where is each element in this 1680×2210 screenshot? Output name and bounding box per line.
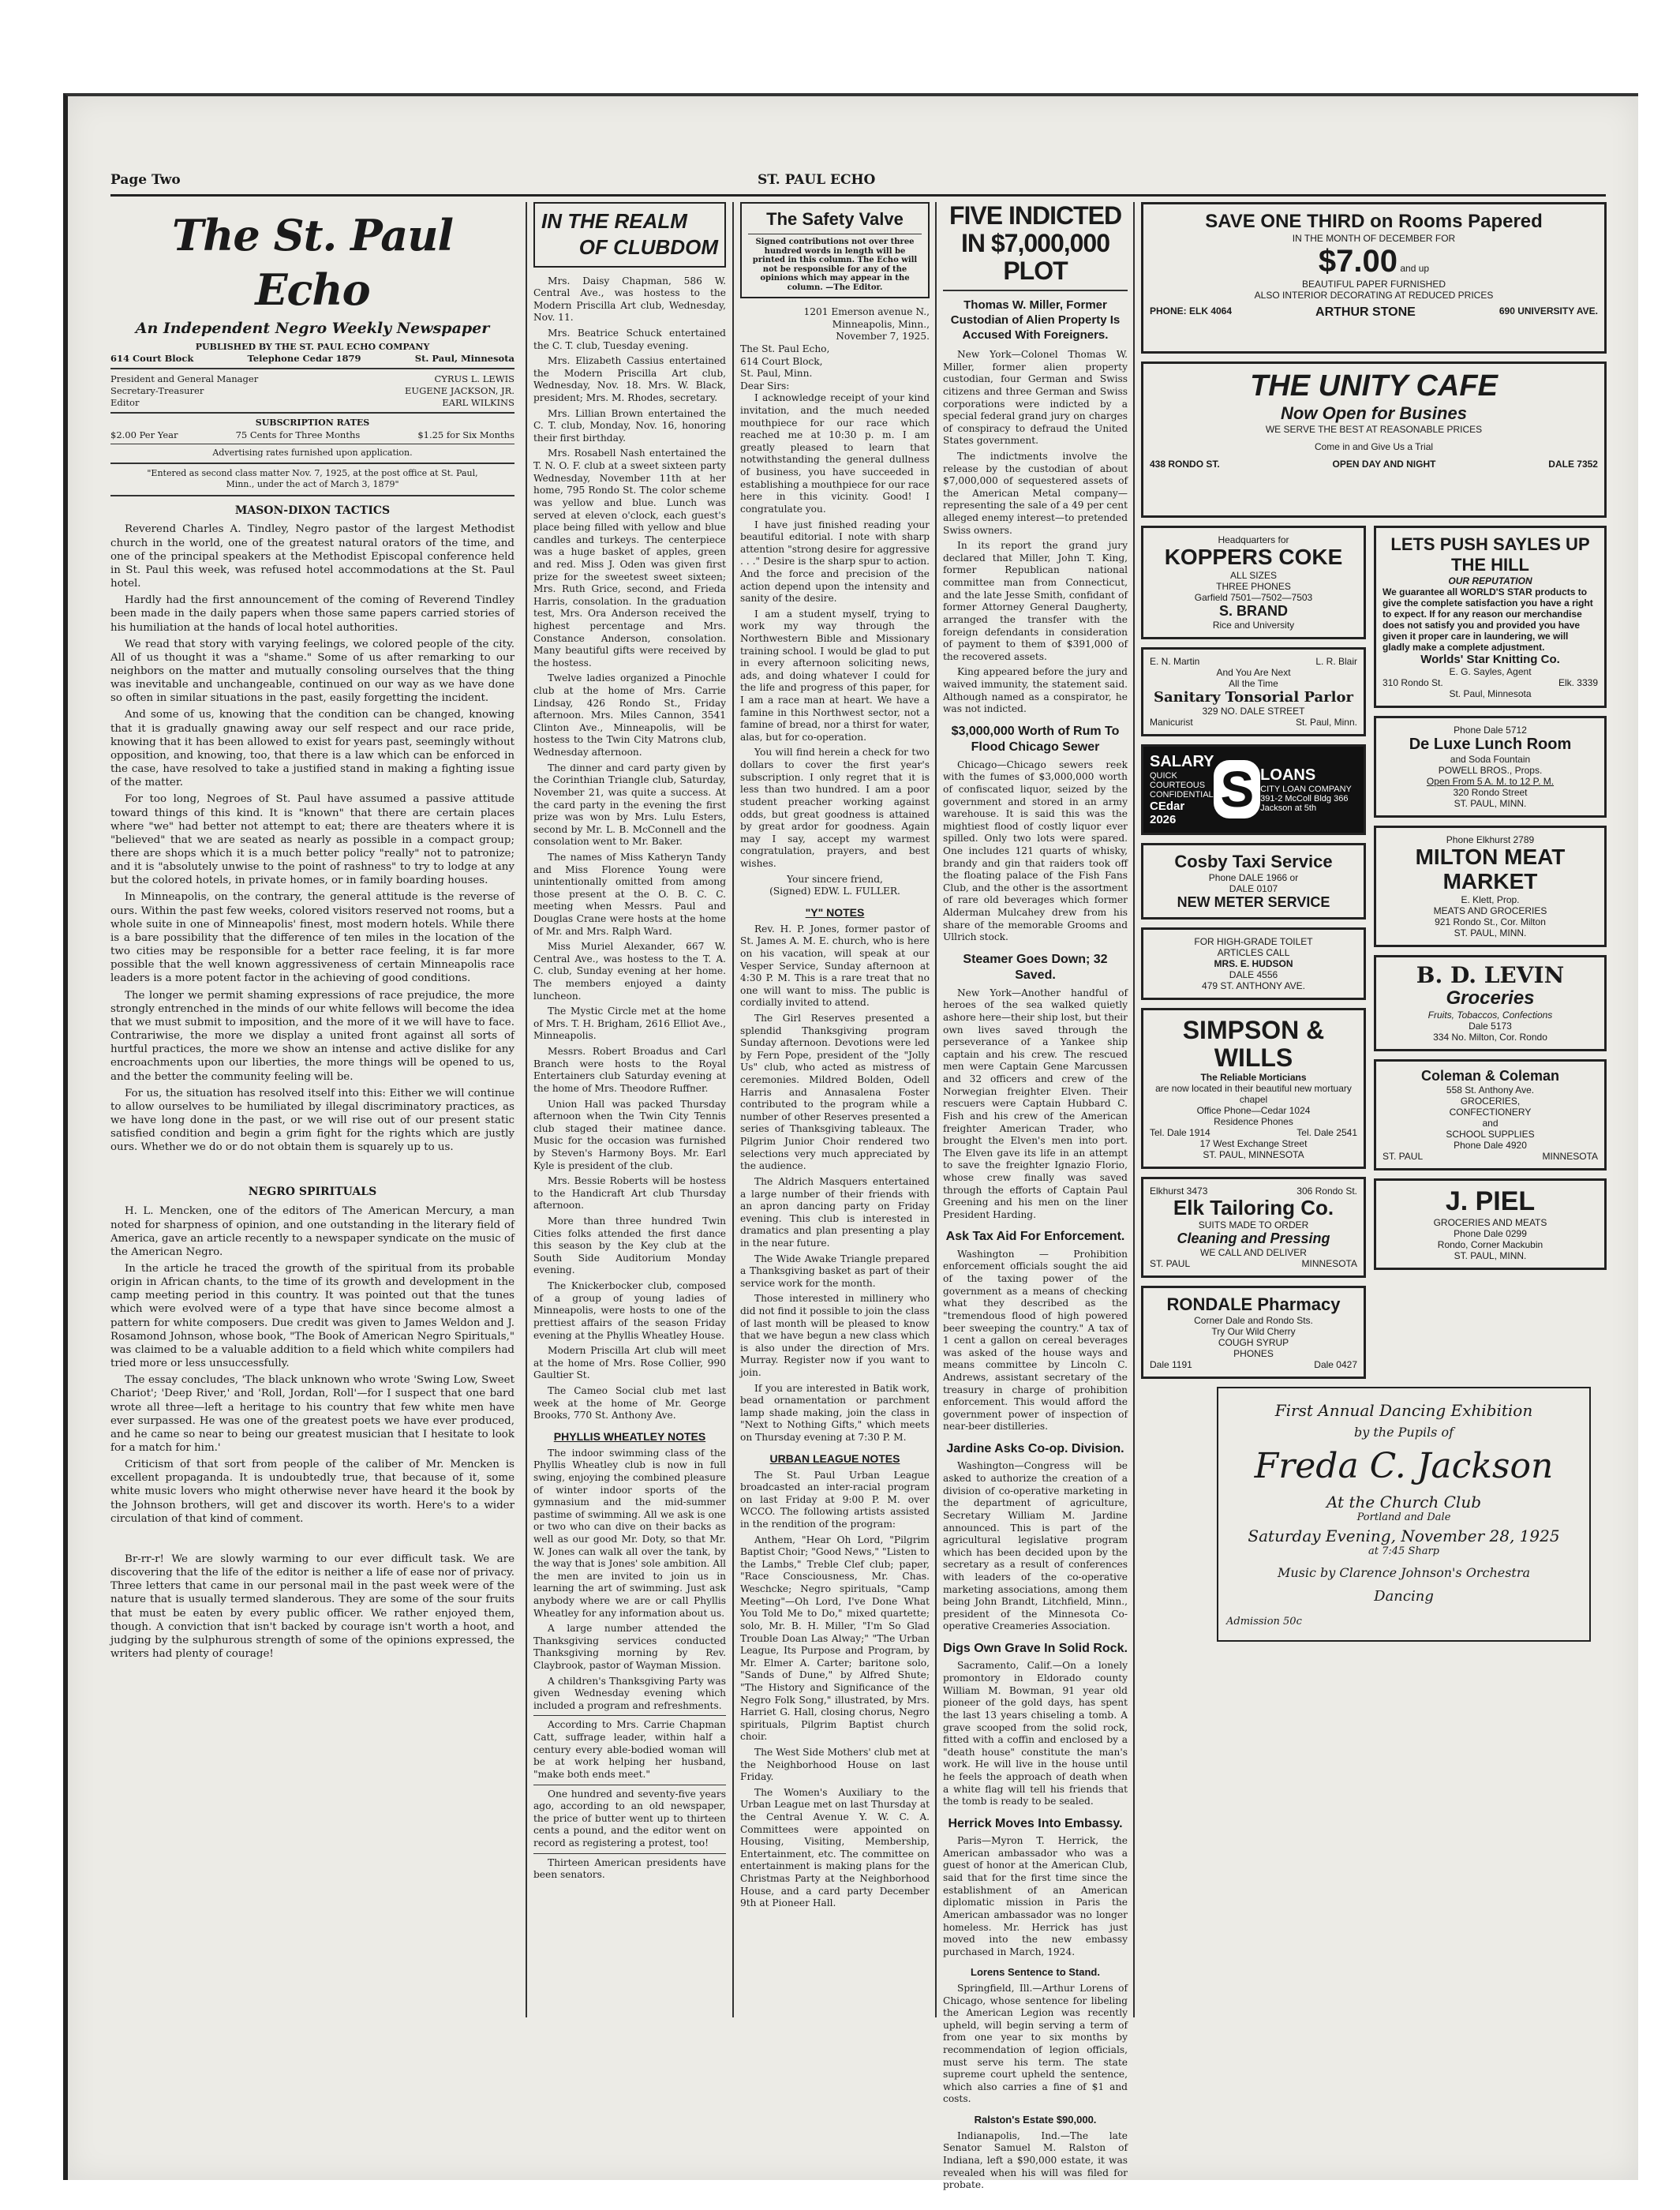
ad-name: Cosby Taxi Service <box>1174 851 1333 871</box>
ad-line: QUICK <box>1150 770 1177 781</box>
sign-off: Your sincere friend, <box>787 873 883 885</box>
paragraph: Those interested in millinery who did not find it possible to join the class of last month will be pleased to know that we have begun a new class which is also under the direction of Mrs. Murray. Register now if you want to join. <box>740 1293 930 1379</box>
salutation-line: 614 Court Block, <box>740 355 823 367</box>
ad-line: WE SERVE THE BEST AT REASONABLE PRICES <box>1265 423 1483 435</box>
ad-phone: DALE 7352 <box>1548 458 1598 470</box>
paragraph: The Knickerbocker club, composed of a group of young ladies of Minneapolis, were hosts to one of the prettiest affairs of the season Friday evening at the Phyllis Wheatley House. <box>533 1280 726 1341</box>
ad-line: CITY LOAN COMPANY <box>1260 784 1352 794</box>
editorial-column <box>110 202 514 2040</box>
main-headline: FIVE INDICTED IN $7,000,000 PLOT <box>949 201 1122 286</box>
paragraph: The indictments involve the release by the custodian of about $7,000,000 of sequestered assets of the American Metal company—representing the sale of a 49 per cent alleged enemy interest—to pretended Swiss owners. <box>943 451 1128 536</box>
ad-line: ALSO INTERIOR DECORATING AT REDUCED PRICES <box>1254 290 1494 301</box>
staff-role: Editor <box>110 396 140 408</box>
ad-line: L. R. Blair <box>1315 655 1357 667</box>
paragraph: The Girl Reserves presented a splendid Thanksgiving program Sunday afternoon. Devotions were led by Fern Pope, president of the "Jolly Us" club, who acted as mistress of ceremonies. Mildred Bolden, Odell Harris and Annasalena Foster contributed to the program while a number of other Reserves presented a series of Thanksgiving tableaux. The Pilgrim Junior Choir rendered two selections very much appreciated by the audience. <box>740 1012 930 1172</box>
paragraph: The Women's Auxiliary to the Urban League met on last Thursday at the Central Avenue Y. W. C. A. Committees were appointed on Housing, Visiting, Membership, Entertainment, etc. The committee on entertainment is making plans for the Christmas Party at the Neighborhood House, and a card party December 9th at Pioneer Hall. <box>740 1786 930 1909</box>
ad-phone: Elkhurst 3473 <box>1150 1186 1208 1197</box>
paragraph: New York—Colonel Thomas W. Miller, former alien property custodian, four German and Swiss citizens and three German and Swiss corporations were indicted by a special federal grand jury on charges of conspiracy to defraud the United States government. <box>943 349 1128 447</box>
ad-line: COUGH SYRUP <box>1218 1336 1289 1348</box>
ad-line: POWELL BROS., Props. <box>1438 765 1543 776</box>
ad-line: Headquarters for <box>1218 534 1289 545</box>
ad-deluxe-lunch <box>1374 716 1607 818</box>
ad-name: Elk Tailoring Co. <box>1173 1196 1334 1220</box>
rates-title: SUBSCRIPTION RATES <box>255 418 370 429</box>
ad-name: MRS. E. HUDSON <box>1214 957 1293 969</box>
paragraph: The indoor swimming class of the Phyllis Wheatley club is now in full swing, enjoying the combined pleasure of winter indoor sports of the gymnasium and the mid-summer pastime of swimming. All we ask is one or two who can dive on their backs as well as our good Mr. Doty, so that Mr. W. Jones can walk all over the tank, by the way that is Jones' sole ambition. All the men are invited to join us in learning the art of swimming. Just ask anybody where we are or call Phyllis Wheatley for any information about us. <box>533 1447 726 1619</box>
ad-line: Cleaning and Pressing <box>1177 1230 1330 1246</box>
address-line: Minneapolis, Minn., <box>832 318 930 330</box>
paragraph: Modern Priscilla Art club will meet at the home of Mrs. Rose Collier, 990 Gaultier St. <box>533 1345 726 1381</box>
salutation-line: The St. Paul Echo, <box>740 343 830 354</box>
advertising-note: Advertising rates furnished upon application. <box>212 448 413 459</box>
ad-hudson <box>1141 927 1366 1000</box>
paragraph: Washington — Prohibition enforcement officials sought the aid of the taxing power of the government as a means of checking what they described as the "tremendous flood of high powered beer sweeping the country." A tax of 1 cent a gallon on cereal beverages was asked of the house ways and means committee by Lincoln C. Andrews, assistant secretary of the treasury in charge of prohibition enforcement. This would afford the government power of inspection of near-beer distilleries. <box>943 1248 1128 1433</box>
ad-phone: Elk. 3339 <box>1558 677 1598 688</box>
ad-name: SIMPSON & WILLS <box>1182 1015 1325 1072</box>
paragraph: Chicago—Chicago sewers reek with the fumes of $3,000,000 worth of confiscated liquor, seized by the government and stored in an army warehouse. It is said this was the mightiest flood of costly liquor ever spilled. Only two lots were spared. One includes 121 quarts of whisky, brandy and gin that raiders took off the floating palace of the Fish Fans Club, and the other is the assortment of rare old beverages which former Alderman Mulcahey drew from his share of the memorable Grooms and Ullrich stock. <box>943 759 1128 943</box>
ad-phone: Office Phone—Cedar 1024 <box>1196 1105 1311 1117</box>
ad-line: And You Are Next <box>1216 666 1291 678</box>
address-line: November 7, 1925. <box>836 331 930 343</box>
ad-line: ST. PAUL <box>1150 1257 1191 1269</box>
paragraph: I have just finished reading your beautiful editorial. I note with sharp attention "strong desire for aggressive . . ." Desire is the sharp spur to action. And the force and precision of the action depend upon the intensity and sanity of the desire. <box>740 519 930 605</box>
letter-address <box>740 306 930 343</box>
ad-coleman <box>1374 1059 1607 1171</box>
paragraph: Springfield, Ill.—Arthur Lorens of Chicago, whose sentence for libeling the American Legion was recently upheld, will begin serving a term of from one year to six months by recommendation of legion officials, must serve his term. The state supreme court upheld the sentence, which also carries a fine of $1 and costs. <box>943 1982 1128 2105</box>
ad-line: GROCERIES, <box>1460 1096 1521 1107</box>
paragraph: The names of Miss Katheryn Tandy and Miss Florence Young were unintentionally omitted from among those present at the O. B. C. C. meeting when Messrs. Paul and Douglas Crane were hosts at the home of Mr. and Mrs. Ralph Ward. <box>533 851 726 937</box>
paragraph: H. L. Mencken, one of the editors of The American Mercury, a man noted for sharpness of opinion, and one outstanding in the literary field of America, gave an article recently to a newspaper syndicate on the music of the American Negro. <box>110 1205 514 1258</box>
ad-line: All the Time <box>1229 677 1278 689</box>
paragraph: Washington—Congress will be asked to authorize the creation of a division of co-operative marketing in the department of agriculture, Secretary William M. Jardine announced. This is part of the agricultural legislative program which has been decided upon by the secretary as a result of conferences with leaders of the co-operative marketing associations, among them being John Brandt, Litchfield, Minn., president of the Minnesota Co-operative Creameries Association. <box>943 1460 1128 1632</box>
ad-name: J. PIEL <box>1445 1186 1536 1217</box>
nameplate-subtitle: An Independent Negro Weekly Newspaper <box>135 320 490 338</box>
column-rule <box>1133 202 1135 2017</box>
paragraph: For too long, Negroes of St. Paul have assumed a passive attitude toward things of this kind. It is "known" that there are certain places where "we" had better not attempt to eat; there are theaters where it is "believed" that we are seated as nearly as possible in a compact group; there are shops which it is a much better policy "really" not to patronize; and it is "absolutely unwise to the point of rashness" to try to lodge at any but the colored hotels, in private homes, or in family boarding houses. <box>110 793 514 887</box>
ad-address: 479 ST. ANTHONY AVE. <box>1202 980 1305 991</box>
ad-phone: Phone Dale 4920 <box>1454 1140 1527 1152</box>
news-item-head: Ask Tax Aid For Enforcement. <box>945 1230 1125 1244</box>
ad-line: SALARY <box>1150 752 1214 770</box>
paragraph: Indianapolis, Ind.—The late Senator Samuel M. Ralston of Indiana, left a $90,000 estate, it was revealed when his will was filed for probate. <box>943 2129 1128 2191</box>
rate-year: $2.00 Per Year <box>110 429 178 440</box>
ad-address: 921 Rondo St., Cor. Milton <box>1435 916 1546 927</box>
safety-valve-column <box>740 202 930 2040</box>
staff-role: President and General Manager <box>110 373 259 385</box>
ad-line: ST. PAUL, MINNESOTA <box>1203 1149 1304 1161</box>
paragraph: If you are interested in Batik work, bead ornamentation or parchment lamp shade making, join the class in "Next to Nothing Gifts," which meets on Thursday evening at 7:30 P. M. <box>740 1382 930 1444</box>
news-item-head: Lorens Sentence to Stand. <box>971 1966 1100 1979</box>
paragraph: In the article he traced the growth of the spiritual from its probable origin in African chants, to the time of its growth and development in the camp meeting period in this country. It was pointed out that the tunes which were evolved were of a type that have since become almost a pattern for white composers. Due credit was given to James Weldon and J. Rosamond Johnson, whose book, "The Book of American Negro Spirituals," was claimed to be a valuable addition to a field which white compilers had tried more or less unsuccessfully. <box>110 1262 514 1370</box>
ad-line: At the Church Club <box>1326 1492 1482 1511</box>
ad-phone: Dale 1191 <box>1150 1358 1192 1370</box>
divider <box>110 495 514 496</box>
ad-name: Freda C. Jackson <box>1254 1445 1554 1486</box>
paragraph: Criticism of that sort from people of the caliber of Mr. Mencken is excellent propaganda. It is undoubtedly true, that because of it, some white music lovers who might otherwise never have heard it the book by the Johnson brothers, will get and discover its worth. Here's to a wider circulation of that kind of comment. <box>110 1459 514 1525</box>
entered-note: "Entered as second class matter Nov. 7, 1925, at the post office at St. Paul, Minn., under the act of March 3, 1879" <box>147 468 478 490</box>
ad-phone: Tel. Dale 1914 <box>1150 1127 1210 1139</box>
page-label: Page Two <box>110 172 181 188</box>
ad-line: ST. PAUL <box>1383 1151 1424 1163</box>
staff-row <box>110 385 514 397</box>
paragraph: Messrs. Robert Broadus and Carl Branch were hosts to the Royal Entertainers club Saturday evening at the home of Mrs. Theodore Ruffner. <box>533 1046 726 1094</box>
paragraph: The Mystic Circle met at the home of Mrs. T. H. Brigham, 2616 Elliot Ave., Minneapolis. <box>533 1006 726 1042</box>
ad-arthur-stone <box>1141 202 1607 354</box>
staff-name: EARL WILKINS <box>442 396 514 408</box>
ad-unity-cafe <box>1141 361 1607 518</box>
ad-line: OUR REPUTATION <box>1448 575 1532 586</box>
news-column <box>943 201 1128 2191</box>
news-item-head: Jardine Asks Co-op. Division. <box>946 1442 1124 1455</box>
paragraph: Twelve ladies organized a Pinochle club at the home of Mrs. Carrie Lindsay, 426 Rondo St., Friday afternoon. Mrs. Miles Cannon, 3541 Clinton Ave., Minneapolis, will be hostess to the Twin City Matrons club, Wednesday afternoon. <box>533 672 726 759</box>
ad-line: by the Pupils of <box>1353 1424 1454 1440</box>
ad-sayles <box>1374 526 1607 708</box>
ad-phone: CEdar 2026 <box>1150 799 1185 826</box>
ad-address: 558 St. Anthony Ave. <box>1446 1084 1535 1096</box>
ad-name: Coleman & Coleman <box>1420 1068 1560 1084</box>
editorial-title: NEGRO SPIRITUALS <box>248 1186 377 1199</box>
ad-line: FOR HIGH-GRADE TOILET <box>1194 935 1313 947</box>
ad-line: and up <box>1400 263 1430 274</box>
ad-address: Portland and Dale <box>1356 1511 1451 1523</box>
paragraph: The St. Paul Urban League broadcasted an inter-racial program on last Friday at 9:00 P. M. over WCCO. The following artists assisted in the rendition of the program: <box>740 1469 930 1530</box>
ad-address: 391-2 McColl Bldg 366 Jackson at 5th <box>1260 793 1349 813</box>
paragraph: I acknowledge receipt of your kind invitation, and the much needed mouthpiece for our race which reached me at 10:30 p. m. I am greatly pleased to learn that notwithstanding the general dullness of business, you have succeeded in establishing a mouthpiece for our race here in this vicinity. Good! I congratulate you. <box>740 392 930 515</box>
paragraph: Sacramento, Calif.—On a lonely promontory in Eldorado county William M. Bowman, 91 year old pioneer of the gold days, has spent the last 13 years chiseling a tomb. A grave scooped from the solid rock, fitted with a coffin and enclosed by a "death house" constitute the man's work. He will live in the house until he feels the approach of death when a white flag will tell his friends that the tomb is ready to be sealed. <box>943 1660 1128 1807</box>
paragraph: Mrs. Elizabeth Cassius entertained the Modern Priscilla Art club, Wednesday, Nov. 18. Mrs. W. Black, president; Mrs. M. Rhodes, secretary. <box>533 355 726 404</box>
safety-valve-header <box>740 202 930 298</box>
ad-line: and <box>1482 1118 1499 1129</box>
ad-line: The Reliable Morticians <box>1200 1072 1307 1084</box>
ad-milton-meat <box>1374 826 1607 947</box>
divider <box>110 463 514 464</box>
paragraph: Paris—Myron T. Herrick, the American ambassador who was a guest of honor at the American Club, said that for the first time since the establishment of an American diplomatic mission in Paris the American ambassador was no longer homeless. Mr. Herrick has just moved into the new embassy purchased in March, 1924. <box>943 1835 1128 1957</box>
ad-line: BEAUTIFUL PAPER FURNISHED <box>1301 279 1446 290</box>
header-rule <box>110 194 1606 197</box>
ad-line: CONFIDENTIAL <box>1150 789 1214 800</box>
ad-address: 690 UNIVERSITY AVE. <box>1499 305 1598 317</box>
paragraph: And some of us, knowing that the condition can be changed, knowing that it is gradually gnawing away our self respect and our race pride, knowing that it has been allowed to exist for years past, seemingly without opposition, and knowing, too, that there is a law which can be enforced in the case, have resolved to take a justified stand in making a fighting issue of the matter. <box>110 709 514 789</box>
paragraph: Anthem, "Hear Oh Lord, "Pilgrim Baptist Choir; "Good News," "Listen to the Lambs," Treble Clef club; paper, "Race Consciousness, Mr. Chas. Weschcke; Negro spirituals, "Camp Meeting"—Oh Lord, I've Done What You Told Me to Do," mixed quartette; solo, Mr. B. H. Miller, "I'm So Glad Trouble Doan Las Alway;" "The Urban League, Its Purpose and Program, by Mr. Elmer A. Carter; baritone solo, "Sands of Dune," by Alfred Shute; "The History and Significance of the Negro Folk Song," illustrated, by Mrs. Harriet G. Hall, closing chorus, Negro spirituals, Pilgrim Baptist church choir. <box>740 1534 930 1743</box>
paragraph: You will find herein a check for two dollars to cover the first year's subscription. I only regret that it is less than two hundred. I am a poor student preacher working against odds, but great goodness is attained by great ardor for goodness. Again may I say, accept my warmest congratulation, prayers, and best wishes. <box>740 747 930 869</box>
section-title: URBAN LEAGUE NOTES <box>769 1451 900 1465</box>
paragraph: Mrs. Lillian Brown entertained the C. T. club, Monday, Nov. 16, honoring their first birthday. <box>533 407 726 444</box>
ad-name: S. BRAND <box>1218 602 1288 619</box>
ad-phone: Phone Dale 0299 <box>1454 1227 1527 1239</box>
staff-name: EUGENE JACKSON, JR. <box>405 385 514 397</box>
ad-line: Saturday Evening, November 28, 1925 <box>1248 1526 1560 1545</box>
ad-name: Worlds' Star Knitting Co. <box>1420 653 1560 666</box>
paragraph: Mrs. Daisy Chapman, 586 W. Central Ave., was hostess to the Modern Priscilla Art club, Wednesday, Nov. 11. <box>533 275 726 324</box>
section-title: "Y" NOTES <box>805 905 865 919</box>
ad-name: MILTON MEAT MARKET <box>1415 845 1566 893</box>
ads-left-column <box>1141 526 1366 1387</box>
ad-line: Try Our Wild Cherry <box>1211 1325 1296 1337</box>
ad-line: ALL SIZES <box>1230 569 1277 581</box>
address-line: 1201 Emerson avenue N., <box>803 306 930 318</box>
ad-line: MINNESOTA <box>1542 1151 1598 1163</box>
staff-name: CYRUS L. LEWIS <box>434 373 514 385</box>
ad-line: Dancing <box>1374 1587 1434 1605</box>
paragraph: The dinner and card party given by the Corinthian Triangle club, Saturday, November 21, was quite a success. At the card party in the evening the first prize was won by Mrs. Lulu Esters, second by Mr. L. B. McConnell and the consolation went to Mr. Baker. <box>533 762 726 848</box>
ad-address: 329 NO. DALE STREET <box>1202 705 1305 717</box>
nameplate: The St. Paul Echo <box>171 210 454 316</box>
ad-line: E. G. Sayles, Agent <box>1449 666 1532 677</box>
ads-right-column <box>1374 526 1607 1387</box>
ad-price: $7.00 <box>1318 244 1398 279</box>
news-item-head: $3,000,000 Worth of Rum To Flood Chicago Sewer <box>951 724 1120 755</box>
ad-phone: DALE 4556 <box>1229 968 1278 980</box>
ad-line: Come in and Give Us a Trial <box>1314 440 1434 452</box>
ad-line: Manicurist <box>1150 716 1193 728</box>
ad-line: at 7:45 Sharp <box>1368 1545 1439 1557</box>
ad-phone: Phone Elkhurst 2789 <box>1446 834 1535 845</box>
ad-phone: Dale 0427 <box>1314 1358 1357 1370</box>
ad-rondale-pharmacy <box>1141 1286 1366 1379</box>
ad-address: 306 Rondo St. <box>1296 1186 1357 1197</box>
ad-address: 17 West Exchange Street <box>1199 1138 1308 1150</box>
ad-line: and Soda Fountain <box>1450 754 1531 765</box>
ad-line: are now located in their beautiful new mortuary chapel <box>1155 1083 1352 1106</box>
headline-deck: Thomas W. Miller, Former Custodian of Alien Property Is Accused With Foreigners. <box>950 298 1121 342</box>
ad-line: ST. PAUL, MINN. <box>1454 798 1527 809</box>
ad-cosby-taxi <box>1141 843 1366 920</box>
ad-name: LETS PUSH SAYLES UP THE HILL <box>1390 534 1590 575</box>
paragraph: One hundred and seventy-five years ago, according to an old newspaper, the price of butter went up to thirteen cents a pound, and the editor went on record as registering a protest, too! <box>533 1788 726 1849</box>
ad-phone: Garfield 7501—7502—7503 <box>1194 591 1313 603</box>
paragraph: The longer we permit shaming expressions of race prejudice, the more strongly entrenched in the minds of our white fellows will become the idea that we must submit to imposition, and the more of it we will have to face. Contrariwise, the more we display a united front against all sorts of hurtful practices, the more we show an intense and active dislike for any encroachments upon our liberties, the more things will be opened to us, and the better the community feeling will be. <box>110 989 514 1083</box>
ad-line: THREE PHONES <box>1216 580 1291 592</box>
ad-line: Fruits, Tobaccos, Confections <box>1427 1009 1553 1021</box>
paragraph: Reverend Charles A. Tindley, Negro pastor of the largest Methodist church in the world, one of the greatest natural orators of the time, and one of the principal speakers at the Methodist Episcopal conference held in St. Paul this week, was refused hotel accommodations at the St. Paul hotel. <box>110 523 514 590</box>
ad-line: OPEN DAY AND NIGHT <box>1332 458 1436 470</box>
ad-line: CONFECTIONERY <box>1449 1107 1532 1118</box>
staff-role: Secretary-Treasurer <box>110 385 204 397</box>
ad-line: MINNESOTA <box>1301 1257 1357 1269</box>
ad-address: 310 Rondo St. <box>1383 677 1443 688</box>
salutation-line: St. Paul, Minn. <box>740 368 813 380</box>
rates-row <box>110 429 514 441</box>
paragraph: For us, the situation has resolved itself into this: Either we will continue to allow ourselves to be humiliated by illegal discriminatory practices, as we have long done in the past, or we will rise out of our present static satisfied condition and begin a grim fight for the rights which are justly ours. Whether we do or do not obtain them is squarely up to us. <box>110 1087 514 1154</box>
ad-address: Rondo, Corner Mackubin <box>1437 1238 1543 1250</box>
ad-line: LOANS <box>1260 766 1316 784</box>
paragraph: New York—Another handful of heroes of the sea walked quietly ashore here—their ship lost, but their own lives saved through the perseverance of a Yankee ship captain and his crew. The rescued men were Captain Gene Marcussen and 32 officers and crew of the Norwegian freighter Elven. Their rescuers were Captain Hubbard C. Fish and his crew of the American freighter American Trader, who brought the Elven's men into port. The Elven gave its life in an attempt to save the freighter Ignazio Florio, whose crew finally was saved through the efforts of Captain Paul Greening and his men on the liner President Harding. <box>943 987 1128 1220</box>
paragraph: The essay concludes, 'The black unknown who wrote 'Swing Low, Sweet Chariot'; 'Deep River,' and 'Roll, Jordan, Roll'—for I suspect that one bard wrote all three—left a heritage to his country that few white men have ever surpassed. He was one of the greatest poets we have ever produced, and he came so near to being our greatest musician that I hesitate to look for a match for him.' <box>110 1374 514 1455</box>
ad-address: 320 Rondo Street <box>1453 787 1528 798</box>
ad-line: NEW METER SERVICE <box>1177 893 1330 910</box>
ad-phone: Tel. Dale 2541 <box>1296 1127 1357 1139</box>
ad-name: THE UNITY CAFE <box>1250 369 1498 403</box>
paragraph: Union Hall was packed Thursday afternoon when the Twin City Tennis club staged their matinee dance. Music for the occasion was furnished by Steven's Harmony Boys. Mr. Earl Kyle is president of the club. <box>533 1098 726 1171</box>
ad-phone: Dale 5173 <box>1469 1021 1512 1032</box>
ad-name: KOPPERS COKE <box>1164 545 1343 569</box>
ad-phone: Phone Dale 5712 <box>1454 725 1527 736</box>
column-rule <box>526 202 527 2017</box>
ad-line: PHONES <box>1233 1347 1274 1359</box>
paragraph: We read that story with varying feelings, we colored people of the city. All of us thought it was a "shame." Some of us after remarking to our neighbors on the matter and mutually consoling ourselves that the thing was inevitable and unchangeable, continued on our way as we have done so often in similar situations in the past, easily forgetting the incident. <box>110 638 514 705</box>
ad-salary-loans <box>1141 744 1366 835</box>
clubdom-title-2: OF CLUBDOM <box>578 235 718 260</box>
ad-phone: Phone DALE 1966 or <box>1208 871 1299 883</box>
news-item-head: Steamer Goes Down; 32 Saved. <box>963 952 1108 983</box>
ad-line: Admission 50c <box>1226 1615 1302 1628</box>
ad-line: SUITS MADE TO ORDER <box>1198 1219 1309 1230</box>
paragraph: Miss Muriel Alexander, 667 W. Central Ave., was hostess to the T. A. C. club, Sunday evening at her home. The members enjoyed a dainty luncheon. <box>533 941 726 1002</box>
address-left: 614 Court Block <box>110 352 194 364</box>
paragraph: More than three hundred Twin Cities folks attended the first dance this season by the Key club at the South Side Auditorium Monday evening. <box>533 1216 726 1276</box>
signature: (Signed) EDW. L. FULLER. <box>769 886 900 897</box>
ad-line: COURTEOUS <box>1150 780 1206 790</box>
paragraph: Mrs. Bessie Roberts will be hostess to the Handicraft Art club Thursday afternoon. <box>533 1175 726 1212</box>
ad-koppers <box>1141 526 1366 639</box>
paragraph: The Wide Awake Triangle prepared a Thanksgiving basket as part of their service work for the month. <box>740 1253 930 1289</box>
ad-line: We guarantee all WORLD'S STAR products to give the complete satisfaction you have a right to expect. If for any reason our merchandise does not satisfy you and provided you have given it proper care in laundering, we will gladly make a complete adjustment. <box>1383 586 1593 653</box>
ad-line: ARTICLES CALL <box>1217 946 1290 958</box>
ad-line: Now Open for Busines <box>1281 403 1467 423</box>
paragraph: In Minneapolis, on the contrary, the general attitude is the reverse of ours. Within the past few weeks, colored visitors reserved not rooms, but a whole suite in one of Minneapolis' finest, most modern hotels. While there is a bare possibility that the difference of ten miles in the location of the two cities may be responsible for a better race feeling, it is far more possible that the well known aggressiveness of certain Minneapolis race leaders is a more potent factor in the achieving of good conditions. <box>110 891 514 985</box>
paragraph: Mrs. Beatrice Schuck entertained the C. T. club, Tuesday evening. <box>533 327 726 351</box>
paragraph: A children's Thanksgiving Party was given Wednesday evening which included a program and refreshments. <box>533 1675 726 1711</box>
paragraph: Mrs. Rosabell Nash entertained the T. N. O. F. club at a sweet sixteen party Wednesday, November 11th at her home, 795 Rondo St. The color scheme was yellow and blue. Lunch was served at eleven o'clock, each guest's place being filled with yellow and blue candles and turkeys. The centerpiece was a huge basket of apples, green and red. Miss J. Oden was given first prize for the sweetest sweet sixteen; Mrs. Ruth Grice, second, and Frieda Harris, consolation. In the graduation test, Mrs. Ora Anderson received the highest percentage and Mrs. Constance Anderson, consolation. Many beautiful gifts were received by the hostess. <box>533 448 726 669</box>
ad-line: ST. PAUL, MINN. <box>1454 1249 1527 1261</box>
paragraph: According to Mrs. Carrie Chapman Catt, suffrage leader, within half a century every able-bodied woman will be at work helping her husband, "make both ends meet." <box>533 1719 726 1780</box>
ad-line: SAVE ONE THIRD on Rooms Papered <box>1205 211 1543 232</box>
ad-line: WE CALL AND DELIVER <box>1200 1246 1307 1258</box>
ad-address: 334 No. Milton, Cor. Rondo <box>1433 1032 1547 1043</box>
staff-row <box>110 373 514 385</box>
ads-area <box>1141 202 1607 1642</box>
ad-line: Music by Clarence Johnson's Orchestra <box>1277 1564 1531 1580</box>
paragraph: The Cameo Social club met last week at the home of Mr. George Brooks, 770 St. Anthony Ave. <box>533 1384 726 1422</box>
ad-levin <box>1374 955 1607 1052</box>
ad-piel <box>1374 1178 1607 1269</box>
ad-line: Open From 5 A. M. to 12 P. M. <box>1426 776 1555 787</box>
salutation-line: Dear Sirs: <box>740 380 790 391</box>
ad-barber <box>1141 647 1366 736</box>
ad-name: Sanitary Tonsorial Parlor <box>1154 688 1353 706</box>
ad-phone: DALE 0107 <box>1229 882 1278 894</box>
news-item-head: Ralston's Estate $90,000. <box>974 2114 1097 2126</box>
ad-line: St. Paul, Minnesota <box>1449 688 1532 699</box>
paragraph: A large number attended the Thanksgiving services conducted Thanksgiving morning by Rev. Claybrook, pastor of Wayman Mission. <box>533 1623 726 1672</box>
ad-line: E. Klett, Prop. <box>1461 893 1520 905</box>
paragraph: Br-rr-r! We are slowly warming to our ever difficult task. We are discovering that the life of the editor is neither a life of ease nor of privacy. Three letters that came in our personal mail in the past week were of the nature that is usually termed slanderous. They are some of the sour fruits that must be eaten by every public officer. We rather enjoyed them, though. A conviction that isn't backed by courage isn't worth a hoot, and judging by the sulphurous strength of some of the opinions expressed, the writers had plenty of courage! <box>110 1553 514 1661</box>
paragraph: King appeared before the jury and waived immunity, the statement said. Although named as a conspirator, he was not indicted. <box>943 666 1128 715</box>
ad-elk-tailoring <box>1141 1177 1366 1278</box>
ad-simpson-wills <box>1141 1008 1366 1169</box>
safety-valve-title: The Safety Valve <box>766 209 904 229</box>
staff-row <box>110 397 514 409</box>
address-row <box>110 353 514 365</box>
column-rule <box>732 202 734 2017</box>
news-item-head: Herrick Moves Into Embassy. <box>948 1816 1123 1830</box>
clubdom-column <box>533 202 726 2040</box>
ad-line: E. N. Martin <box>1150 655 1200 667</box>
ad-line: GROCERIES AND MEATS <box>1433 1216 1547 1228</box>
news-item-head: Digs Own Grave In Solid Rock. <box>943 1642 1128 1655</box>
column-rule <box>935 202 937 2017</box>
ad-dancing-exhibition <box>1217 1387 1591 1642</box>
ad-address: 438 RONDO ST. <box>1150 458 1220 470</box>
ad-line: First Annual Dancing Exhibition <box>1274 1400 1533 1420</box>
ad-name: RONDALE Pharmacy <box>1166 1294 1341 1314</box>
running-head: ST. PAUL ECHO <box>758 172 876 188</box>
paragraph: The Aldrich Masquers entertained a large number of their friends with an apron dancing party on Friday evening. This club is interested in dramatics and plan presenting a play in the near future. <box>740 1175 930 1249</box>
paragraph: Rev. H. P. Jones, former pastor of St. James A. M. E. church, who is here on his vacation, will speak at our Vesper Service, Sunday afternoon at 4:30 P. M. This is a rare treat that no one will want to miss. The public is cordially invited to attend. <box>740 923 930 1009</box>
safety-valve-notice: Signed contributions not over three hundred words in length will be printed in this column. The Echo will not be responsible for any of the opinions which may appear in the column. —The Editor. <box>752 238 918 292</box>
publisher-line: PUBLISHED BY THE ST. PAUL ECHO COMPANY <box>195 341 430 352</box>
ad-line: SCHOOL SUPPLIES <box>1446 1129 1535 1141</box>
paragraph: In its report the grand jury declared that Miller, John T. King, former Republican national committee man from Connecticut, and the late Jesse Smith, confidant of former Attorney General Daugherty, arranged the transfer with the foreign defendants in consideration of payment to them of $391,000 of the recovered assets. <box>943 540 1128 662</box>
paragraph: Hardly had the first announcement of the coming of Reverend Tindley been made in the daily papers when those same papers carried stories of his humiliation at the hands of local hotel authorities. <box>110 594 514 634</box>
address-right: St. Paul, Minnesota <box>414 352 514 364</box>
ad-address: Rice and University <box>1212 619 1295 631</box>
rate-six: $1.25 for Six Months <box>417 429 514 440</box>
loans-logo: S <box>1214 760 1260 818</box>
ad-line: MEATS AND GROCERIES <box>1433 905 1547 916</box>
ad-name: De Luxe Lunch Room <box>1409 736 1572 753</box>
section-title: PHYLLIS WHEATLEY NOTES <box>553 1429 706 1443</box>
address-mid: Telephone Cedar 1879 <box>247 352 361 364</box>
rate-three: 75 Cents for Three Months <box>235 429 361 440</box>
editorial-title: MASON-DIXON TACTICS <box>234 504 391 517</box>
divider <box>110 412 514 414</box>
ad-name: ARTHUR STONE <box>1315 305 1416 319</box>
ad-name: B. D. LEVIN <box>1416 961 1565 988</box>
ad-line: Residence Phones <box>1214 1116 1293 1128</box>
ad-address: Corner Dale and Rondo Sts. <box>1194 1314 1313 1326</box>
ad-line: IN THE MONTH OF DECEMBER FOR <box>1292 233 1456 244</box>
clubdom-header <box>533 202 726 268</box>
ad-line: Groceries <box>1446 987 1535 1009</box>
paragraph: Thirteen American presidents have been senators. <box>533 1856 726 1881</box>
ad-line: ST. PAUL, MINN. <box>1454 927 1527 938</box>
divider <box>110 368 514 369</box>
paragraph: I am a student myself, trying to work my way through the Northwestern Bible and Missionary training school. I would be glad to put in every afternoon soliciting news, ads, and doing whatever I could for the life and progress of this paper, for I am a race man at heart. We have a famine in this Northwest sector, not a famine of bread, nor a thirst for water, alas, but for co-operation. <box>740 608 930 743</box>
ad-phone: PHONE: ELK 4064 <box>1150 305 1233 317</box>
ad-line: St. Paul, Minn. <box>1295 716 1357 728</box>
clubdom-title-1: IN THE REALM <box>541 209 687 233</box>
paragraph: The West Side Mothers' club met at the Neighborhood House on last Friday. <box>740 1747 930 1783</box>
